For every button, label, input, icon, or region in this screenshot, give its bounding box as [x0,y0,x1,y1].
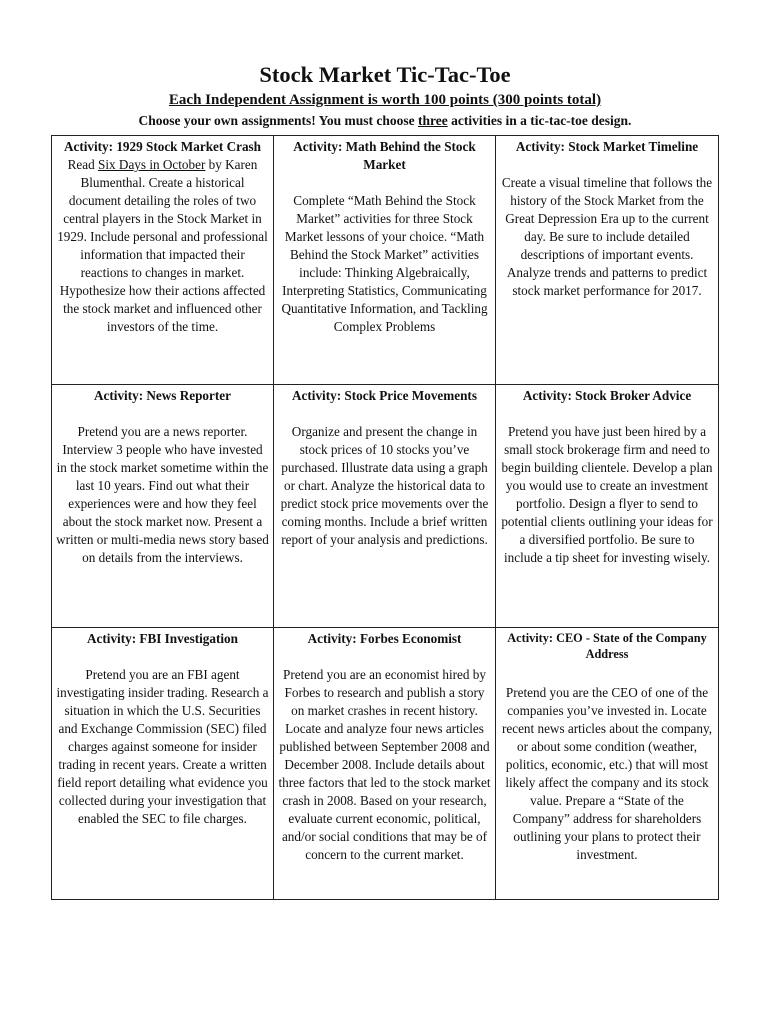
activity-description: Organize and present the change in stock prices of 10 stocks you’ve purchased. Illustrate data using a graph or chart. Analyze the historical data to predict stock price movements over the coming months. Include a brief written report of your analysis and predictions. [280,424,489,547]
body-pre: Read [67,157,99,172]
grid-row-1 [52,136,719,385]
activity-heading: Activity: Stock Broker Advice [522,388,692,403]
body-post: by Karen Blumenthal. Create a historical document detailing the roles of two central players in the Stock Market in 1929. Include personal and professional information that impacted their reactions to changes in market. Hypothesize how their actions affected the stock market and influenced other investors of the time. [57,157,268,334]
activity-description: Pretend you are an economist hired by Forbes to research and publish a story on market crashes in recent history. Locate and analyze four news articles published between September 2008 and December 2008. Include details about three factors that led to the stock market crash in 2008. Based on your research, evaluate current economic, political, and/or social conditions that may be of concern to the current market. [278,667,491,862]
activity-cell-broker-advice [496,385,719,628]
activity-heading: Activity: Stock Market Timeline [515,139,699,154]
activity-heading: Activity: FBI Investigation [87,631,238,646]
points-subtitle: Each Independent Assignment is worth 100 points (300 points total) [168,92,602,108]
activity-cell-price-movements [274,385,496,628]
activity-description: Pretend you have just been hired by a small stock brokerage firm and need to begin building clientele. Develop a plan you would use to create an investment portfolio. Design a flyer to send to potential clients outlining your ideas for a diversified portfolio. Be sure to include a tip sheet for investing wisely. [501,424,713,565]
activity-cell-forbes [274,628,496,900]
page-title: Stock Market Tic-Tac-Toe [259,62,511,87]
instructions-after: activities in a tic-tac-toe design. [447,113,632,128]
activity-heading: Activity: 1929 Stock Market Crash [63,139,262,154]
activity-description: Pretend you are an FBI agent investigating insider trading. Research a situation in which the U.S. Securities and Exchange Commission (SEC) filed charges against someone for insider trading in recent years. Create a written field report detailing what evidence you collected during your investigation that enabled the SEC to file charges. [56,667,269,826]
grid-row-2 [52,385,719,628]
activity-heading: Activity: Forbes Economist [307,631,462,646]
activity-description: Pretend you are a news reporter. Interview 3 people who have invested in the stock market sometime within the last 10 years. Find out what their experiences were and how they feel about the stock market now. Present a written or multi-media news story based on details from the interviews. [56,424,269,565]
activity-description [56,156,269,336]
activity-heading: Activity: Math Behind the Stock Market [293,139,476,172]
activity-heading: Activity: CEO - State of the Company Address [507,631,707,661]
activity-cell-1929-crash [52,136,274,385]
activity-cell-math [274,136,496,385]
activity-heading: Activity: News Reporter [94,388,231,403]
grid-row-3 [52,628,719,900]
activity-cell-timeline [496,136,719,385]
activity-cell-fbi [52,628,274,900]
activity-cell-news-reporter [52,385,274,628]
book-title: Six Days in October [98,157,206,172]
instructions-before: Choose your own assignments! You must choose [138,113,418,128]
tic-tac-toe-grid [51,135,719,900]
activity-description: Create a visual timeline that follows the history of the Stock Market from the Great Depression Era up to the current day. Be sure to include detailed descriptions of important events. Analyze trends and patterns to predict stock market performance for 2017. [501,175,713,298]
activity-heading: Activity: Stock Price Movements [292,388,477,403]
activity-description: Complete “Math Behind the Stock Market” activities for three Stock Market lessons of your choice. “Math Behind the Stock Market” activities include: Thinking Algebraically, Interpreting Statistics, Communicating Quantitative Information, and Tackling Complex Problems [281,193,488,334]
instructions-emphasis: three [417,113,448,128]
instructions [0,113,770,129]
activity-cell-ceo [496,628,719,900]
activity-description: Pretend you are the CEO of one of the companies you’ve invested in. Locate recent news articles about the company, or about some condition (weather, politics, economic, etc.) that will most likely affect the company and its stock value. Prepare a “State of the Company” address for shareholders outlining your plans to protect their investment. [501,685,713,862]
